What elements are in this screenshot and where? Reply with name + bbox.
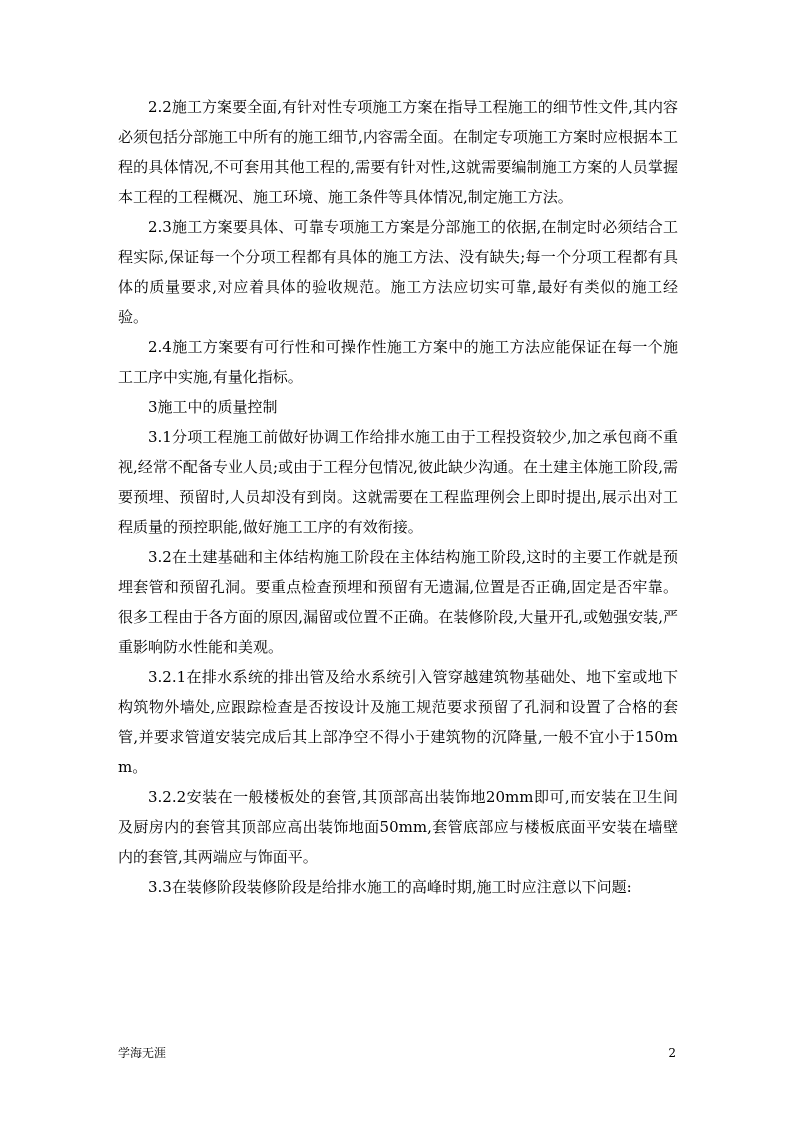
- paragraph-2-2: 2.2施工方案要全面,有针对性专项施工方案在指导工程施工的细节性文件,其内容必须包括分部施工中所有的施工细节,内容需全面。在制定专项施工方案时应根据本工程的具体情况,不可套用其他工程的,需要有针对性,这就需要编制施工方案的人员掌握本工程的工程概况、施工环境、施工条件等具体情况,制定施工方法。: [118, 98, 678, 206]
- page-number: 2: [668, 1046, 676, 1060]
- paragraph-3-3: 3.3在装修阶段装修阶段是给排水施工的高峰时期,施工时应注意以下问题:: [148, 878, 632, 896]
- paragraph-3-1: 3.1分项工程施工前做好协调工作给排水施工由于工程投资较少,加之承包商不重视,经常不配备专业人员;或由于工程分包情况,彼此缺少沟通。在土建主体施工阶段,需要预埋、预留时,人员却没有到岗。这就需要在工程监理例会上即时提出,展示出对工程质量的预控职能,做好施工工序的有效衔接。: [118, 428, 678, 536]
- paragraph-3-2-2: 3.2.2安装在一般楼板处的套管,其顶部高出装饰地20mm即可,而安装在卫生间及厨房内的套管其顶部应高出装饰地面50mm,套管底部应与楼板底面平安装在墙壁内的套管,其两端应与饰面平。: [118, 788, 678, 866]
- paragraph-2-4: 2.4施工方案要有可行性和可操作性施工方案中的施工方法应能保证在每一个施工工序中实施,有量化指标。: [118, 338, 678, 386]
- paragraph-2-3: 2.3施工方案要具体、可靠专项施工方案是分部施工的依据,在制定时必须结合工程实际,保证每一个分项工程都有具体的施工方法、没有缺失;每一个分项工程都有具体的质量要求,对应着具体的验收规范。施工方法应切实可靠,最好有类似的施工经验。: [118, 218, 678, 326]
- paragraph-3-2-1: 3.2.1在排水系统的排出管及给水系统引入管穿越建筑物基础处、地下室或地下构筑物外墙处,应跟踪检查是否按设计及施工规范要求预留了孔洞和设置了合格的套管,并要求管道安装完成后其上部净空不得小于建筑物的沉降量,一般不宜小于150mm。: [118, 668, 678, 776]
- body-text: [118, 92, 678, 902]
- paragraph-3-2: 3.2在土建基础和主体结构施工阶段在主体结构施工阶段,这时的主要工作就是预埋套管和预留孔洞。要重点检查预埋和预留有无遗漏,位置是否正确,固定是否牢靠。很多工程由于各方面的原因,漏留或位置不正确。在装修阶段,大量开孔,或勉强安装,严重影响防水性能和美观。: [118, 548, 678, 656]
- footer-text: 学海无涯: [118, 1046, 167, 1060]
- section-heading-3: 3施工中的质量控制: [148, 398, 278, 416]
